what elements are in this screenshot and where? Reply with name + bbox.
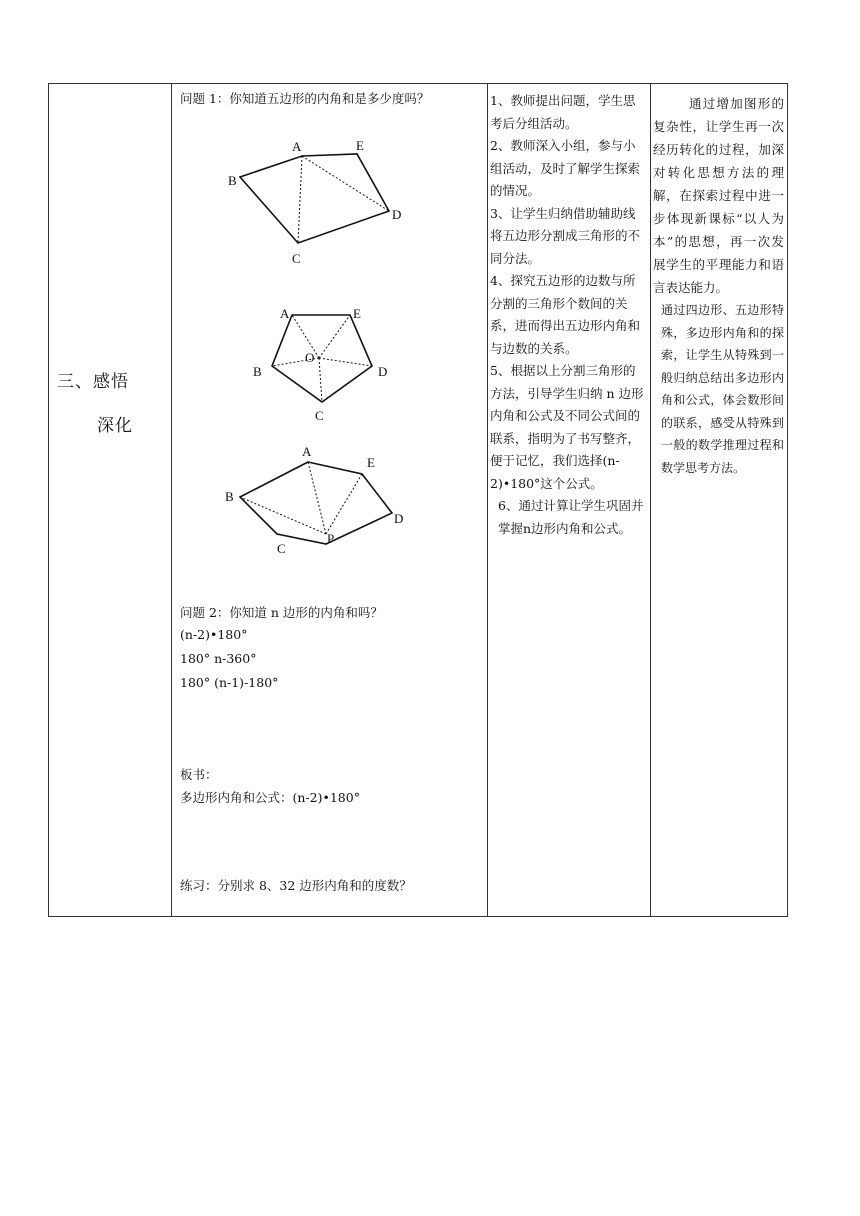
stage-title-line1: 三、感悟	[57, 372, 129, 392]
label-C: C	[292, 251, 301, 266]
label-C: C	[315, 408, 324, 423]
label-D: D	[392, 207, 402, 222]
label-D: D	[394, 511, 404, 526]
board-label: 板书：	[180, 767, 218, 782]
intent-paragraph-1: 通过增加图形的复杂性，让学生再一次经历转化的过程，加深对转化思想方法的理解，在探索过程中进一步体现新课标“以人为本”的思想，再一次发展学生的平理能力和语言表达能力。	[653, 96, 784, 295]
stage-cell	[49, 84, 171, 916]
content-cell	[172, 84, 487, 916]
label-A: A	[292, 139, 302, 154]
activity-3: 3、让学生归纳借助辅助线将五边形分割成三角形的不同分法。	[490, 205, 641, 266]
label-E: E	[367, 455, 375, 470]
formula-1: (n-2)•180°	[180, 627, 248, 642]
board-text: 多边形内角和公式：(n-2)•180°	[180, 790, 360, 805]
question-2: 问题 2：你知道 n 边形的内角和吗？	[180, 605, 383, 620]
activity-6: 6、通过计算让学生巩固并掌握n边形内角和公式。	[498, 498, 644, 536]
activity-5: 5、根据以上分割三角形的方法，引导学生归纳 n 边形内角和公式及不同公式间的联系，指明为了书写整齐，便于记忆，我们选择(n-2)•180°这个公式。	[490, 363, 644, 491]
question-1: 问题 1：你知道五边形的内角和是多少度吗？	[180, 91, 430, 106]
activity-4: 4、探究五边形的边数与所分割的三角形个数间的关系，进而得出五边形内角和与边数的关系。	[490, 273, 641, 356]
label-D: D	[378, 364, 388, 379]
exercise: 练习：分别求 8、32 边形内角和的度数？	[180, 878, 412, 893]
label-B: B	[225, 489, 234, 504]
formula-2: 180° n-360°	[180, 651, 257, 666]
label-O: O	[305, 350, 315, 365]
pentagon-diagram-3	[222, 439, 412, 569]
label-E: E	[356, 138, 364, 153]
label-E: E	[353, 306, 361, 321]
pentagon-diagram-2	[247, 304, 407, 429]
label-B: B	[228, 173, 237, 188]
label-A: A	[280, 306, 290, 321]
label-C: C	[277, 541, 286, 556]
lesson-table	[48, 83, 788, 917]
label-B: B	[253, 364, 262, 379]
formula-3: 180° (n-1)-180°	[180, 675, 279, 690]
intent-paragraph-2: 通过四边形、五边形特殊，多边形内角和的探索，让学生从特殊到一般归纳总结出多边形内角和公式，体会数形间的联系，感受从特殊到一般的数学推理过程和数学思考方法。	[661, 303, 784, 475]
pentagon-diagram-1	[228, 134, 412, 274]
label-A: A	[302, 444, 312, 459]
activity-1: 1、教师提出问题，学生思考后分组活动。	[490, 93, 636, 131]
activities-cell	[488, 84, 650, 916]
activity-2: 2、教师深入小组，参与小组活动，及时了解学生探索的情况。	[490, 138, 641, 198]
label-P: P	[327, 531, 335, 546]
stage-title-line2: 深化	[97, 416, 133, 436]
intent-cell	[651, 84, 787, 916]
